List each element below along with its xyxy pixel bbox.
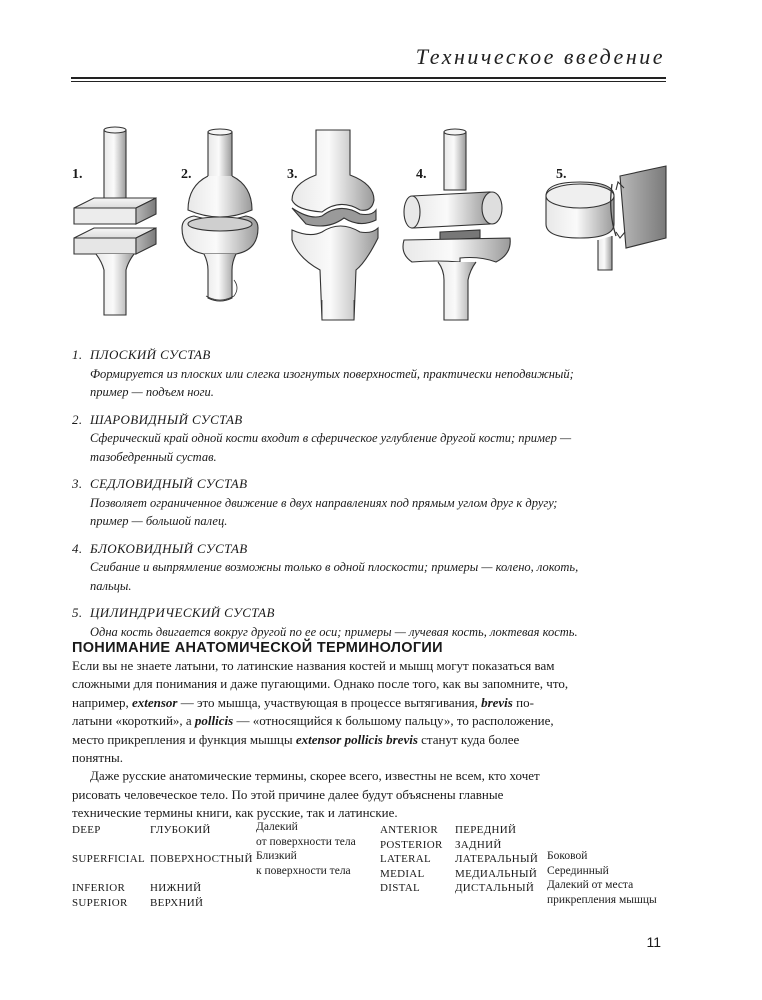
figure-label-3: 3. bbox=[287, 167, 298, 182]
joint-description: Сгибание и выпрямление возможны только в одной плоскости; примеры — колено, локоть, пальцы. bbox=[90, 560, 579, 593]
term-latin: POSTERIOR bbox=[380, 838, 443, 851]
term-brevis: brevis bbox=[481, 694, 513, 710]
joint-title: ЦИЛИНДРИЧЕСКИЙ СУСТАВ bbox=[90, 605, 275, 620]
terms-desc-left bbox=[256, 820, 356, 878]
header-rule-thin bbox=[71, 81, 666, 82]
term-description: от поверхности тела bbox=[256, 835, 356, 848]
term-latin: DISTAL bbox=[380, 882, 421, 894]
terms-latin-left bbox=[72, 823, 145, 910]
term-latin: DEEP bbox=[72, 824, 101, 836]
term-latin: LATERAL bbox=[380, 853, 431, 865]
list-item bbox=[72, 604, 592, 641]
term-russian: ВЕРХНИЙ bbox=[150, 896, 204, 909]
paragraph: Если вы не знаете латыни, то латинские названия костей и мышц могут показаться вам сложными для понимания и даже пугающими. Однако после того, как вы запомните, что, например, extensor — это мышца, участвующая в процессе вытягивания, brevis по-латыни «короткий», а pollicis — «относящийся к большому пальцу», то расположение, место прикрепления и функция мышцы extensor pollicis brevis станут куда более понятны. bbox=[72, 658, 569, 766]
body-text bbox=[72, 657, 572, 823]
ball-socket-joint-drawing bbox=[182, 129, 258, 301]
header-rule-thick bbox=[71, 77, 666, 79]
section-heading: ПОНИМАНИЕ АНАТОМИЧЕСКОЙ ТЕРМИНОЛОГИИ bbox=[72, 640, 443, 656]
joint-number: 2. bbox=[72, 411, 83, 427]
joint-title: ШАРОВИДНЫЙ СУСТАВ bbox=[90, 411, 243, 427]
term-description: Далекий от места bbox=[547, 879, 634, 891]
running-title: Техническое введение bbox=[415, 44, 665, 69]
term-russian: ПОВЕРХНОСТНЫЙ bbox=[150, 853, 253, 865]
term-description: Близкий bbox=[256, 850, 297, 862]
terms-latin-right bbox=[380, 823, 443, 896]
term-description: Боковой bbox=[547, 850, 588, 862]
joint-number: 3. bbox=[72, 476, 83, 491]
term-extensor: extensor bbox=[131, 694, 178, 710]
saddle-joint-drawing bbox=[292, 130, 378, 320]
joint-description: Сферический край одной кости входит в сферическое углубление другой кости; пример — тазобедренный сустав. bbox=[90, 431, 572, 464]
joint-title: БЛОКОВИДНЫЙ СУСТАВ bbox=[90, 540, 248, 556]
joint-description: Одна кость двигается вокруг другой по ее оси; примеры — лучевая кость, локтевая кость. bbox=[90, 624, 578, 639]
term-russian: НИЖНИЙ bbox=[150, 882, 202, 894]
term-russian: ГЛУБОКИЙ bbox=[150, 824, 211, 836]
term-russian: ДИСТАЛЬНЫЙ bbox=[455, 882, 535, 894]
joint-description: Позволяет ограниченное движение в двух направлениях под прямым углом друг к другу; пример — большой палец. bbox=[90, 495, 558, 528]
page-number: 11 bbox=[646, 934, 661, 950]
joint-title: СЕДЛОВИДНЫЙ СУСТАВ bbox=[90, 476, 248, 491]
list-item bbox=[72, 346, 592, 402]
term-russian: МЕДИАЛЬНЫЙ bbox=[455, 867, 538, 880]
figure-label-4: 4. bbox=[416, 167, 427, 182]
term-extensor-pollicis-brevis: extensor pollicis brevis bbox=[295, 731, 418, 747]
paragraph: Даже русские анатомические термины, скорее всего, известны не всем, кто хочет рисовать человеческое тело. По этой причине далее будут объяснены главные технические термины книги, как русские, так и латинские. bbox=[72, 768, 540, 821]
term-russian: ПЕРЕДНИЙ bbox=[455, 824, 517, 836]
joint-types-list bbox=[72, 346, 592, 650]
term-latin: SUPERIOR bbox=[72, 896, 128, 909]
term-latin: ANTERIOR bbox=[380, 824, 439, 836]
joint-description: Формируется из плоских или слегка изогнутых поверхностей, практически неподвижный; пример — подъем ноги. bbox=[90, 366, 574, 399]
term-latin: INFERIOR bbox=[72, 882, 126, 894]
term-latin: SUPERFICIAL bbox=[72, 853, 145, 865]
joint-number: 1. bbox=[72, 347, 83, 362]
term-russian: ЛАТЕРАЛЬНЫЙ bbox=[455, 853, 539, 865]
list-item bbox=[72, 411, 592, 467]
term-description: к поверхности тела bbox=[256, 864, 351, 877]
figure-label-5: 5. bbox=[556, 167, 567, 182]
terms-desc-right bbox=[547, 849, 657, 907]
hinge-joint-drawing bbox=[403, 129, 510, 320]
joint-illustrations bbox=[60, 120, 680, 335]
pivot-joint-drawing bbox=[546, 166, 666, 270]
list-item bbox=[72, 475, 592, 531]
term-description: Далекий bbox=[256, 821, 298, 833]
figure-label-2: 2. bbox=[181, 167, 192, 182]
term-russian: ЗАДНИЙ bbox=[455, 838, 502, 851]
joint-number: 4. bbox=[72, 540, 83, 556]
term-pollicis: pollicis bbox=[194, 713, 234, 729]
figure-label-1: 1. bbox=[72, 167, 83, 182]
plane-joint-drawing bbox=[74, 127, 156, 315]
joint-title: ПЛОСКИЙ СУСТАВ bbox=[90, 347, 211, 362]
joint-number: 5. bbox=[72, 605, 83, 620]
list-item bbox=[72, 540, 592, 596]
terms-russian-right bbox=[455, 823, 538, 896]
term-description: прикрепления мышцы bbox=[547, 893, 657, 906]
terms-russian-left bbox=[150, 823, 253, 910]
term-description: Серединный bbox=[547, 864, 609, 877]
joint-drawings bbox=[60, 120, 680, 335]
term-latin: MEDIAL bbox=[380, 867, 425, 880]
